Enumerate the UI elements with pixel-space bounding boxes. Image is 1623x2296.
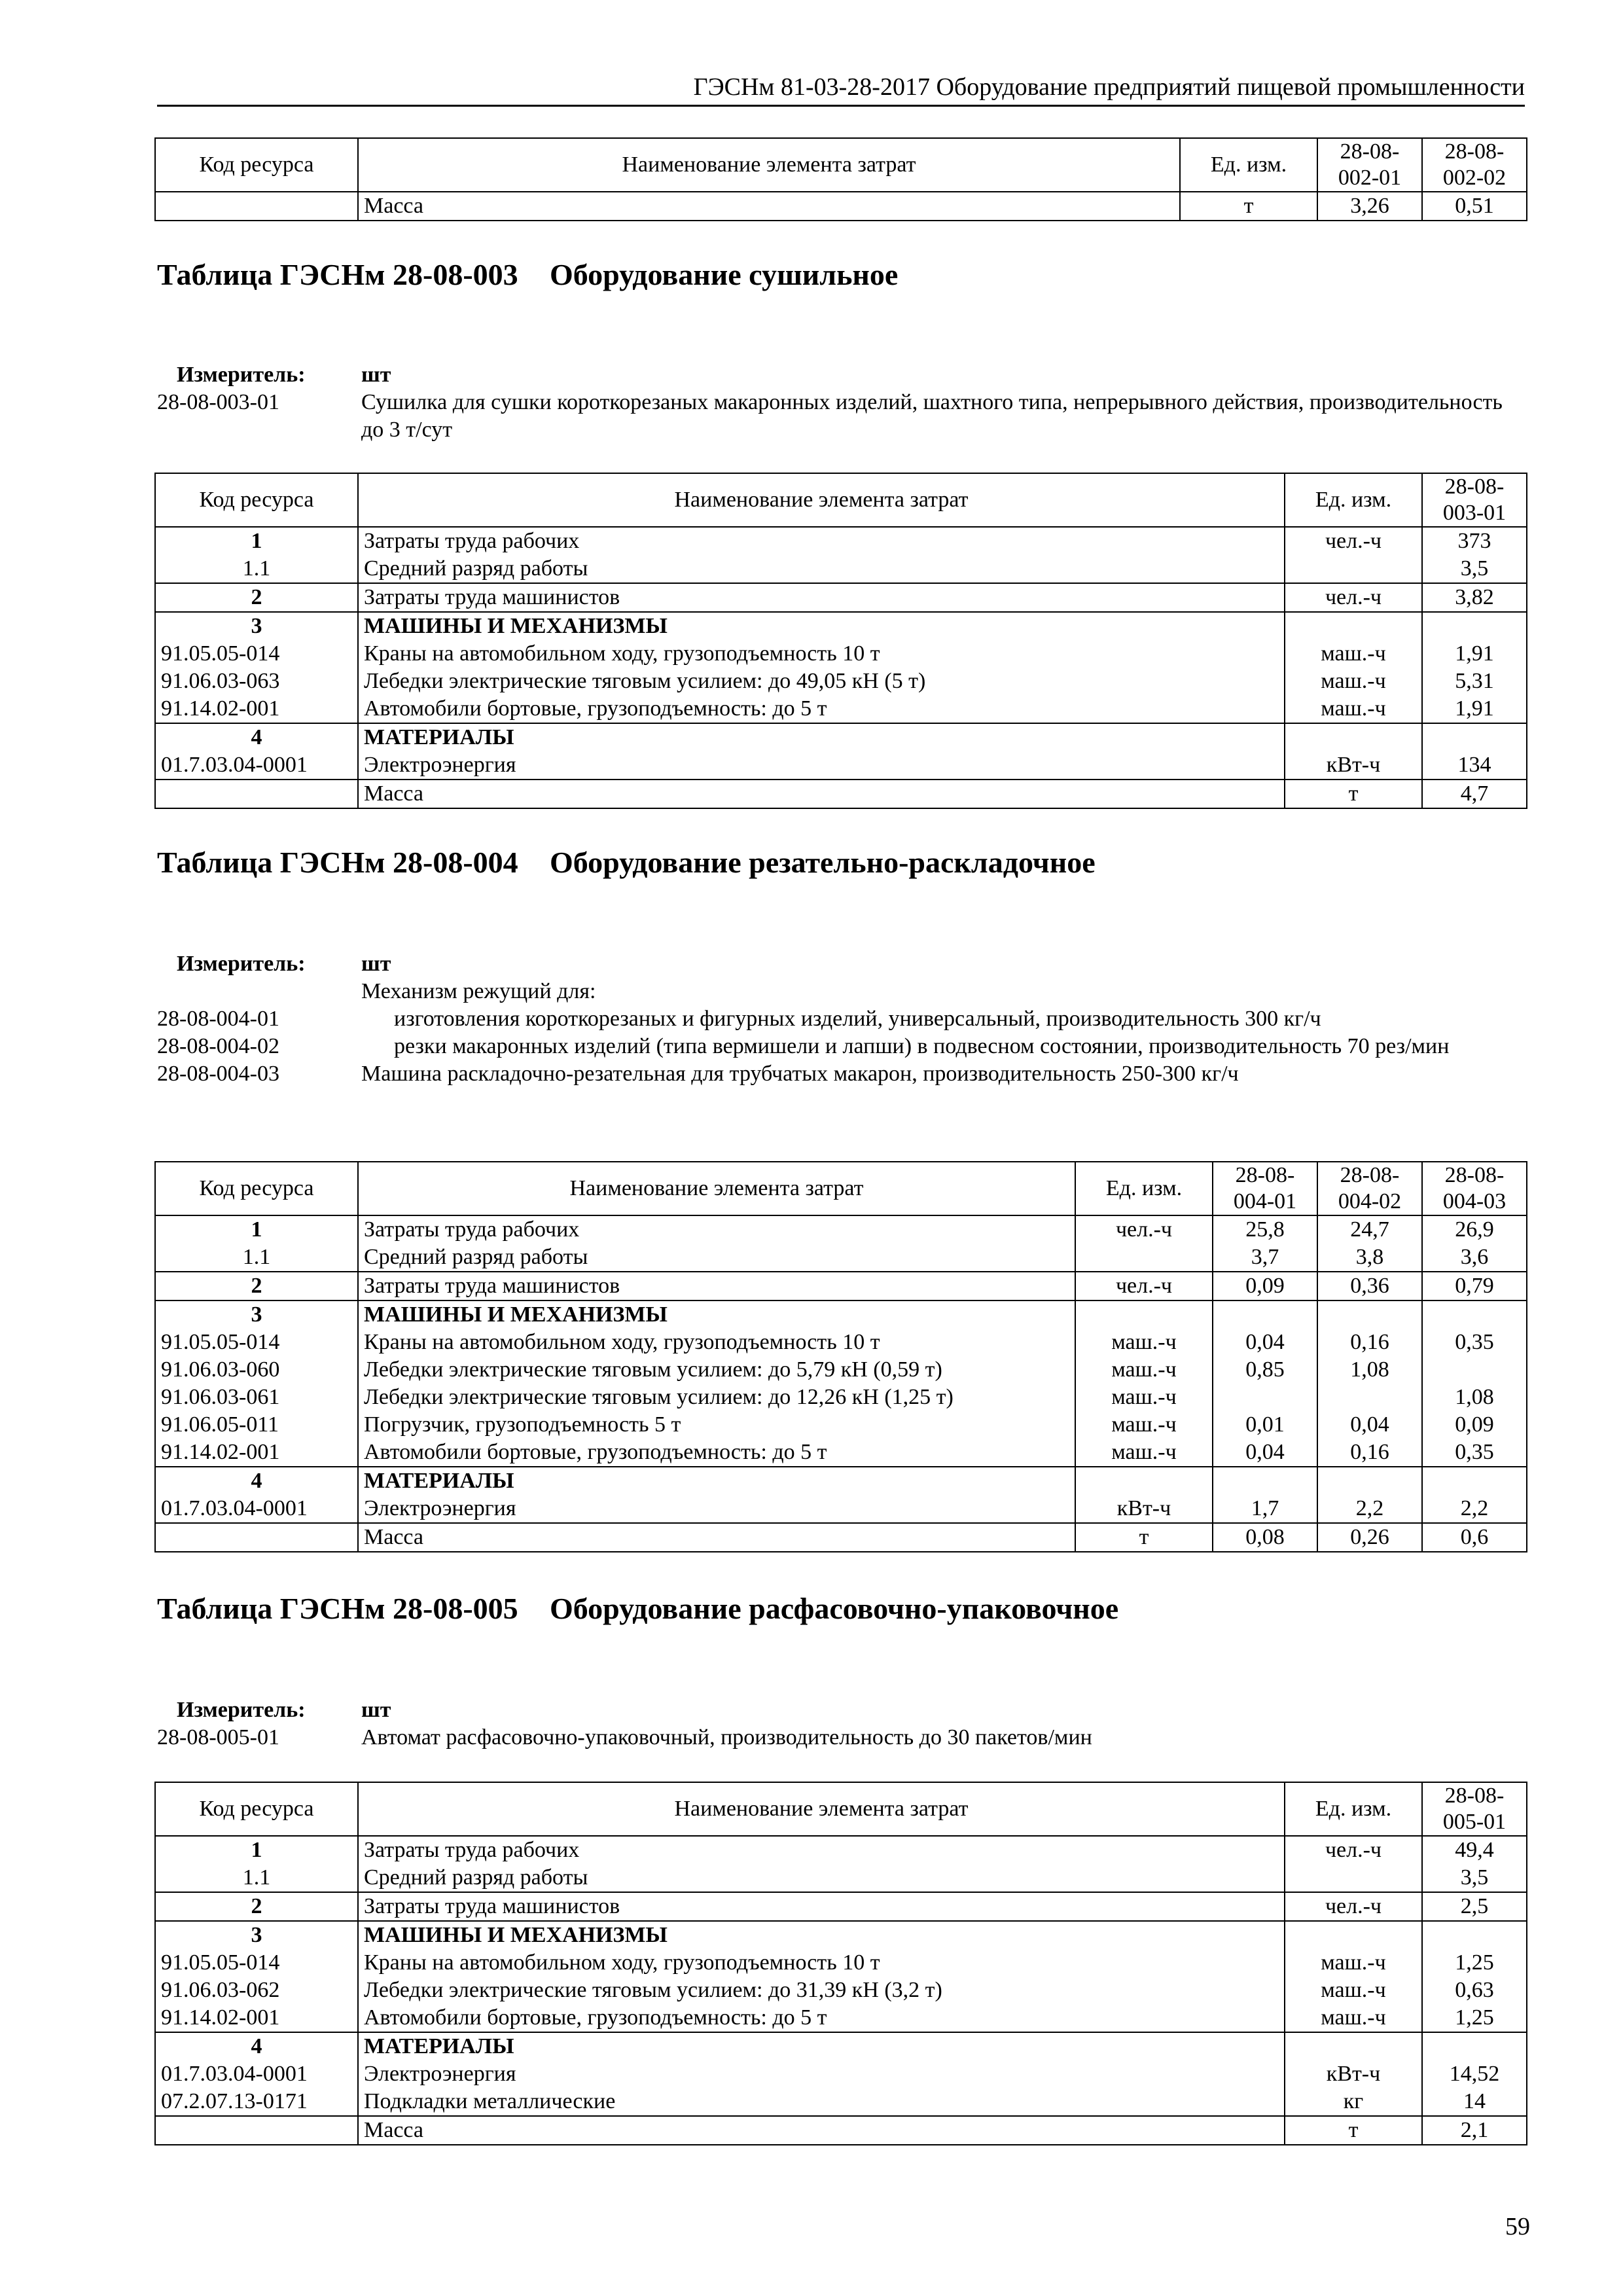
row-code: 01.7.03.04-0001 [155, 751, 358, 780]
row-value: 14,52 [1422, 2060, 1527, 2088]
row-value: 49,4 [1422, 1836, 1527, 1864]
row-value: 25,8 [1213, 1215, 1317, 1244]
row-name: Лебедки электрические тяговым усилием: до 5,79 кН (0,59 т) [358, 1356, 1075, 1384]
row-value [1213, 1467, 1317, 1495]
row-value: 1,08 [1422, 1384, 1527, 1411]
row-value: 14 [1422, 2088, 1527, 2116]
row-unit: маш.-ч [1075, 1356, 1213, 1384]
table-name: Оборудование расфасовочно-упаковочное [550, 1592, 1119, 1625]
row-unit [1285, 1864, 1422, 1892]
norm-text: Автомат расфасовочно-упаковочный, производительность до 30 пакетов/мин [361, 1725, 1092, 1749]
table-code: Таблица ГЭСНм 28-08-005 [157, 1592, 518, 1625]
row-value: 0,04 [1213, 1439, 1317, 1467]
table-row [155, 1411, 1527, 1439]
row-code: 91.05.05-014 [155, 1329, 358, 1356]
col-header-norm: 28-08-002-01 [1317, 138, 1422, 192]
table-005 [154, 1782, 1527, 2145]
row-value: 3,6 [1422, 1244, 1527, 1272]
row-name: Масса [358, 2116, 1285, 2145]
row-value: 1,25 [1422, 1949, 1527, 1977]
row-value: 0,09 [1422, 1411, 1527, 1439]
norm-item [157, 1724, 1525, 1751]
row-value [1422, 612, 1527, 640]
row-code: 91.14.02-001 [155, 1439, 358, 1467]
row-unit: чел.-ч [1075, 1215, 1213, 1244]
row-value: 0,04 [1213, 1329, 1317, 1356]
row-code: 1 [155, 1215, 358, 1244]
row-value: 2,2 [1422, 1495, 1527, 1523]
col-header-norm: 28-08-003-01 [1422, 473, 1527, 527]
row-value: 0,09 [1213, 1272, 1317, 1300]
col-header-name: Наименование элемента затрат [358, 1162, 1075, 1215]
row-name: Автомобили бортовые, грузоподъемность: до 5 т [358, 1439, 1075, 1467]
row-code: 3 [155, 1921, 358, 1949]
row-value: 0,35 [1422, 1329, 1527, 1356]
table-row [155, 1356, 1527, 1384]
row-unit: маш.-ч [1285, 640, 1422, 668]
col-header-norm: 28-08-002-02 [1422, 138, 1527, 192]
row-value [1422, 2032, 1527, 2060]
row-unit: т [1180, 192, 1317, 221]
row-unit [1285, 723, 1422, 751]
col-header-unit: Ед. изм. [1285, 1782, 1422, 1836]
row-unit [1075, 1300, 1213, 1329]
row-value: 0,63 [1422, 1977, 1527, 2004]
row-code: 1.1 [155, 555, 358, 583]
row-value: 1,25 [1422, 2004, 1527, 2032]
table-title-005 [157, 1590, 1118, 1627]
row-name: Масса [358, 192, 1180, 221]
row-name: МАТЕРИАЛЫ [358, 1467, 1075, 1495]
table-row [155, 1921, 1527, 1949]
row-unit: маш.-ч [1285, 695, 1422, 723]
row-value [1317, 1467, 1422, 1495]
norm-code: 28-08-004-01 [157, 1007, 279, 1031]
col-header-code: Код ресурса [155, 473, 358, 527]
norm-text: Машина раскладочно-резательная для трубчатых макарон, производительность 250-300 кг/ч [361, 1062, 1239, 1086]
table-row [155, 2060, 1527, 2088]
table-row [155, 1836, 1527, 1864]
row-name: Лебедки электрические тяговым усилием: до 49,05 кН (5 т) [358, 668, 1285, 695]
norm-code: 28-08-004-03 [157, 1062, 279, 1086]
meter-block-003 [157, 361, 1525, 444]
table-row [155, 695, 1527, 723]
table-row [155, 1272, 1527, 1300]
row-code: 1.1 [155, 1864, 358, 1892]
meter-block-004 [157, 950, 1525, 1088]
row-name: Погрузчик, грузоподъемность 5 т [358, 1411, 1075, 1439]
col-header-unit: Ед. изм. [1180, 138, 1317, 192]
row-name: Затраты труда машинистов [358, 1272, 1075, 1300]
row-value: 3,8 [1317, 1244, 1422, 1272]
row-name: Средний разряд работы [358, 1244, 1075, 1272]
table-row [155, 527, 1527, 555]
row-code: 91.06.05-011 [155, 1411, 358, 1439]
row-code [155, 1523, 358, 1552]
table-row [155, 668, 1527, 695]
row-name: Краны на автомобильном ходу, грузоподъемность 10 т [358, 640, 1285, 668]
table-004 [154, 1161, 1527, 1552]
table-title-003 [157, 257, 898, 293]
row-code: 2 [155, 1892, 358, 1921]
table-name: Оборудование резательно-раскладочное [550, 846, 1096, 879]
row-code [155, 2116, 358, 2145]
row-name: Лебедки электрические тяговым усилием: до 12,26 кН (1,25 т) [358, 1384, 1075, 1411]
row-value [1213, 1384, 1317, 1411]
row-unit: маш.-ч [1075, 1439, 1213, 1467]
row-code: 91.05.05-014 [155, 640, 358, 668]
row-name: Затраты труда машинистов [358, 1892, 1285, 1921]
meter-label: Измеритель: [177, 363, 306, 387]
row-name: Электроэнергия [358, 1495, 1075, 1523]
row-value: 3,7 [1213, 1244, 1317, 1272]
row-code: 91.06.03-062 [155, 1977, 358, 2004]
table-title-004 [157, 844, 1096, 881]
cost-table-005 [154, 1782, 1527, 2145]
row-unit [1285, 555, 1422, 583]
meter-unit: шт [361, 952, 391, 976]
norm-item [157, 1005, 1525, 1033]
row-name: Электроэнергия [358, 2060, 1285, 2088]
col-header-unit: Ед. изм. [1285, 473, 1422, 527]
table-row [155, 2032, 1527, 2060]
table-row [155, 1329, 1527, 1356]
table-row [155, 1300, 1527, 1329]
row-unit: маш.-ч [1285, 668, 1422, 695]
row-value: 4,7 [1422, 780, 1527, 808]
table-row [155, 780, 1527, 808]
row-name: МАШИНЫ И МЕХАНИЗМЫ [358, 1921, 1285, 1949]
norm-item [157, 1033, 1525, 1060]
row-unit [1075, 1467, 1213, 1495]
row-value [1317, 1384, 1422, 1411]
row-name: Затраты труда рабочих [358, 1215, 1075, 1244]
row-value: 0,04 [1317, 1411, 1422, 1439]
row-unit: чел.-ч [1285, 527, 1422, 555]
table-row [155, 583, 1527, 612]
table-row [155, 751, 1527, 780]
col-header-name: Наименование элемента затрат [358, 1782, 1285, 1836]
row-code [155, 192, 358, 221]
row-value: 2,5 [1422, 1892, 1527, 1921]
row-unit: чел.-ч [1285, 1892, 1422, 1921]
table-row [155, 1523, 1527, 1552]
row-code: 91.06.03-063 [155, 668, 358, 695]
norm-item [157, 1060, 1525, 1088]
row-value: 1,7 [1213, 1495, 1317, 1523]
row-unit [1285, 612, 1422, 640]
row-unit: маш.-ч [1075, 1411, 1213, 1439]
row-value: 0,08 [1213, 1523, 1317, 1552]
row-value: 0,01 [1213, 1411, 1317, 1439]
row-name: Автомобили бортовые, грузоподъемность: до 5 т [358, 695, 1285, 723]
row-name: Средний разряд работы [358, 1864, 1285, 1892]
col-header-code: Код ресурса [155, 1782, 358, 1836]
table-row [155, 1244, 1527, 1272]
col-header-name: Наименование элемента затрат [358, 473, 1285, 527]
row-name: Подкладки металлические [358, 2088, 1285, 2116]
meter-unit: шт [361, 1698, 391, 1722]
cost-table-004 [154, 1161, 1527, 1552]
row-name: Краны на автомобильном ходу, грузоподъемность 10 т [358, 1949, 1285, 1977]
col-header-norm: 28-08-004-03 [1422, 1162, 1527, 1215]
col-header-norm: 28-08-004-02 [1317, 1162, 1422, 1215]
row-code: 2 [155, 1272, 358, 1300]
row-unit: маш.-ч [1075, 1384, 1213, 1411]
table-row [155, 1864, 1527, 1892]
row-value: 1,91 [1422, 640, 1527, 668]
row-unit: кВт-ч [1075, 1495, 1213, 1523]
row-code: 1 [155, 1836, 358, 1864]
table-code: Таблица ГЭСНм 28-08-003 [157, 258, 518, 291]
table-row [155, 2088, 1527, 2116]
row-name: Масса [358, 780, 1285, 808]
row-name: Затраты труда рабочих [358, 527, 1285, 555]
meter-block-005 [157, 1696, 1525, 1751]
row-unit [1285, 2032, 1422, 2060]
row-value [1422, 723, 1527, 751]
row-code: 1.1 [155, 1244, 358, 1272]
row-value: 3,82 [1422, 583, 1527, 612]
row-code: 4 [155, 723, 358, 751]
group-text: Механизм режущий для: [361, 979, 596, 1003]
table-row [155, 723, 1527, 751]
row-unit: т [1285, 780, 1422, 808]
table-row [155, 1439, 1527, 1467]
row-value: 0,16 [1317, 1439, 1422, 1467]
row-code: 3 [155, 612, 358, 640]
norm-text: изготовления короткорезаных и фигурных изделий, универсальный, производительность 300 кг/ч [394, 1007, 1321, 1031]
row-value: 3,5 [1422, 555, 1527, 583]
table-row [155, 1892, 1527, 1921]
meter-unit: шт [361, 363, 391, 387]
cost-table-002 [154, 137, 1527, 221]
row-code: 1 [155, 527, 358, 555]
row-value: 0,51 [1422, 192, 1527, 221]
row-value: 0,16 [1317, 1329, 1422, 1356]
row-unit: чел.-ч [1285, 1836, 1422, 1864]
row-code: 2 [155, 583, 358, 612]
row-value: 1,91 [1422, 695, 1527, 723]
row-value: 0,79 [1422, 1272, 1527, 1300]
row-value: 373 [1422, 527, 1527, 555]
row-value: 2,2 [1317, 1495, 1422, 1523]
norm-text: Сушилка для сушки короткорезаных макаронных изделий, шахтного типа, непрерывного действия, производительность до 3 т/сут [361, 390, 1503, 442]
row-value [1317, 1300, 1422, 1329]
row-code: 01.7.03.04-0001 [155, 2060, 358, 2088]
meter-label: Измеритель: [177, 1698, 306, 1722]
running-header: ГЭСНм 81-03-28-2017 Оборудование предприятий пищевой промышленности [157, 71, 1525, 107]
row-value: 0,35 [1422, 1439, 1527, 1467]
row-unit: маш.-ч [1285, 1949, 1422, 1977]
row-name: Масса [358, 1523, 1075, 1552]
meter-label: Измеритель: [177, 952, 306, 976]
row-value: 24,7 [1317, 1215, 1422, 1244]
table-row [155, 1384, 1527, 1411]
row-value: 0,36 [1317, 1272, 1422, 1300]
row-code: 4 [155, 2032, 358, 2060]
row-code: 4 [155, 1467, 358, 1495]
table-name: Оборудование сушильное [550, 258, 899, 291]
row-value: 0,85 [1213, 1356, 1317, 1384]
col-header-norm: 28-08-005-01 [1422, 1782, 1527, 1836]
row-name: Средний разряд работы [358, 555, 1285, 583]
col-header-norm: 28-08-004-01 [1213, 1162, 1317, 1215]
row-unit: чел.-ч [1285, 583, 1422, 612]
row-unit: чел.-ч [1075, 1272, 1213, 1300]
row-value [1422, 1300, 1527, 1329]
norm-code: 28-08-003-01 [157, 390, 279, 414]
row-value: 3,26 [1317, 192, 1422, 221]
row-value: 2,1 [1422, 2116, 1527, 2145]
cost-table-003 [154, 473, 1527, 809]
row-code: 3 [155, 1300, 358, 1329]
row-unit: маш.-ч [1075, 1329, 1213, 1356]
row-unit: т [1285, 2116, 1422, 2145]
row-name: Затраты труда рабочих [358, 1836, 1285, 1864]
row-unit: маш.-ч [1285, 2004, 1422, 2032]
row-name: Электроэнергия [358, 751, 1285, 780]
row-value [1422, 1356, 1527, 1384]
row-unit: кВт-ч [1285, 751, 1422, 780]
row-code: 07.2.07.13-0171 [155, 2088, 358, 2116]
table-003 [154, 473, 1527, 809]
row-name: МАШИНЫ И МЕХАНИЗМЫ [358, 612, 1285, 640]
row-name: Лебедки электрические тяговым усилием: до 31,39 кН (3,2 т) [358, 1977, 1285, 2004]
row-value: 3,5 [1422, 1864, 1527, 1892]
row-unit: кВт-ч [1285, 2060, 1422, 2088]
row-name: Автомобили бортовые, грузоподъемность: до 5 т [358, 2004, 1285, 2032]
row-value: 0,6 [1422, 1523, 1527, 1552]
row-unit [1075, 1244, 1213, 1272]
row-unit: т [1075, 1523, 1213, 1552]
col-header-name: Наименование элемента затрат [358, 138, 1180, 192]
page-number: 59 [1505, 2213, 1530, 2240]
row-name: МАТЕРИАЛЫ [358, 2032, 1285, 2060]
col-header-code: Код ресурса [155, 1162, 358, 1215]
row-value: 0,26 [1317, 1523, 1422, 1552]
row-code: 91.06.03-061 [155, 1384, 358, 1411]
table-row [155, 1977, 1527, 2004]
table-row [155, 1949, 1527, 1977]
table-row [155, 1467, 1527, 1495]
row-value: 26,9 [1422, 1215, 1527, 1244]
row-code: 91.06.03-060 [155, 1356, 358, 1384]
col-header-unit: Ед. изм. [1075, 1162, 1213, 1215]
row-value: 134 [1422, 751, 1527, 780]
row-name: МАШИНЫ И МЕХАНИЗМЫ [358, 1300, 1075, 1329]
row-name: МАТЕРИАЛЫ [358, 723, 1285, 751]
row-value [1422, 1467, 1527, 1495]
row-value [1213, 1300, 1317, 1329]
row-code [155, 780, 358, 808]
table-002-continuation [154, 137, 1527, 221]
norm-code: 28-08-004-02 [157, 1034, 279, 1058]
norm-code: 28-08-005-01 [157, 1725, 279, 1749]
col-header-code: Код ресурса [155, 138, 358, 192]
row-code: 91.14.02-001 [155, 2004, 358, 2032]
norm-item [157, 389, 1525, 444]
row-value: 5,31 [1422, 668, 1527, 695]
norm-text: резки макаронных изделий (типа вермишели и лапши) в подвесном состоянии, производительность 70 рез/мин [394, 1034, 1450, 1058]
table-row [155, 612, 1527, 640]
row-code: 01.7.03.04-0001 [155, 1495, 358, 1523]
table-row [155, 2004, 1527, 2032]
row-unit: кг [1285, 2088, 1422, 2116]
row-name: Краны на автомобильном ходу, грузоподъемность 10 т [358, 1329, 1075, 1356]
row-code: 91.05.05-014 [155, 1949, 358, 1977]
row-unit [1285, 1921, 1422, 1949]
table-row [155, 1495, 1527, 1523]
table-row [155, 555, 1527, 583]
row-value [1422, 1921, 1527, 1949]
row-unit: маш.-ч [1285, 1977, 1422, 2004]
row-code: 91.14.02-001 [155, 695, 358, 723]
table-row [155, 1215, 1527, 1244]
row-name: Затраты труда машинистов [358, 583, 1285, 612]
table-row [155, 640, 1527, 668]
table-code: Таблица ГЭСНм 28-08-004 [157, 846, 518, 879]
table-row [155, 192, 1527, 221]
row-value: 1,08 [1317, 1356, 1422, 1384]
table-row [155, 2116, 1527, 2145]
